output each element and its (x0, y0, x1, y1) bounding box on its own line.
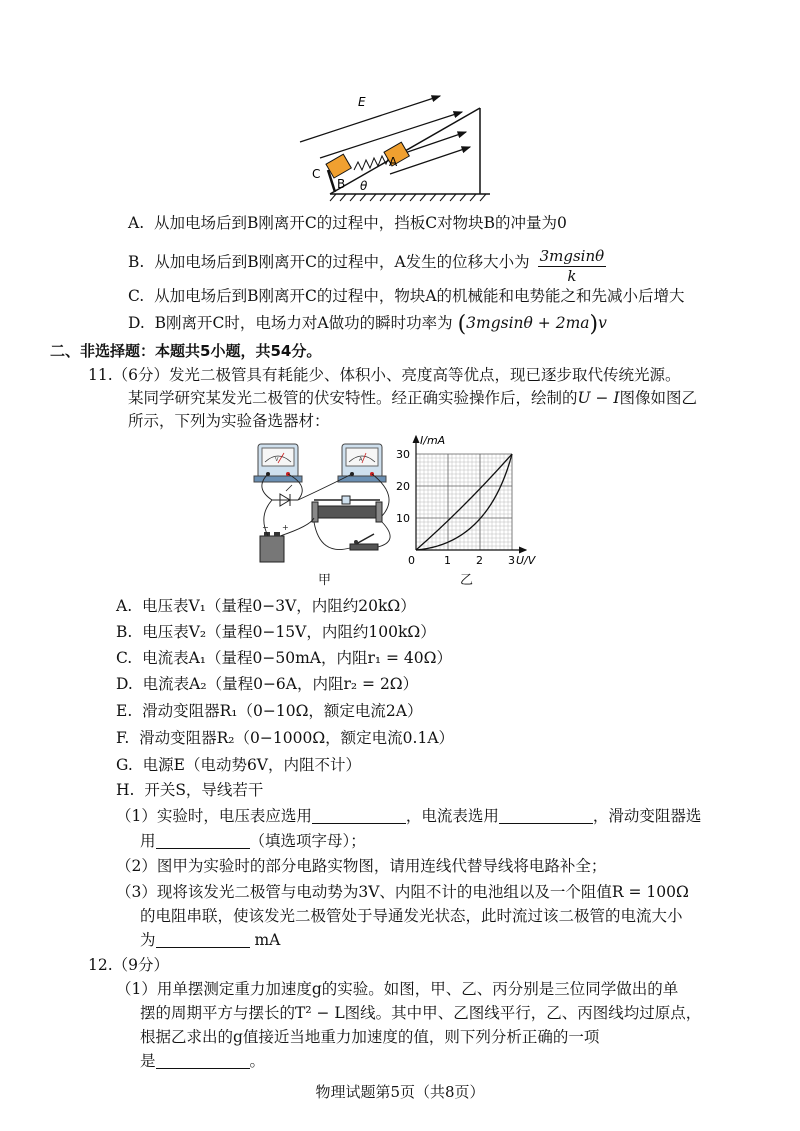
equipment-item-c (116, 647, 452, 669)
page-footer: 物理试题第5页（共8页） (315, 1083, 485, 1101)
intro-text: 某同学研究某发光二极管的伏安特性。经正确实验操作后，绘制的 (128, 389, 578, 407)
figure-label-yi: 乙 (460, 573, 474, 588)
x-tick-3: 3 (508, 554, 515, 567)
sub-text: ，电流表选用 (405, 807, 499, 825)
q12-line-2: 摆的周期平方与摆长的T² − L图线。其中甲、乙图线平行，乙、丙图线均过原点， (140, 1004, 702, 1022)
section-2-title: 二、非选择题：本题共5小题，共54分。 (50, 342, 322, 360)
equipment-item-d (116, 673, 418, 695)
label-a: A (389, 155, 398, 169)
diode-icon (272, 485, 298, 506)
y-tick-10: 10 (396, 512, 410, 525)
label-b: B (337, 177, 346, 191)
label-c: C (312, 167, 321, 181)
item-text: 开关S，导线若干 (144, 781, 264, 799)
q11-sub3-line-2: 的电阻串联，使该发光二极管处于导通发光状态，此时流过该二极管的电流大小 (140, 907, 683, 925)
ui-formula: U − I (577, 389, 620, 407)
answer-blank-q12[interactable] (156, 1052, 250, 1069)
item-letter: A. (116, 597, 133, 615)
equipment-item-a (116, 595, 416, 617)
sub-text: 是 (140, 1052, 156, 1070)
x-tick-0: 0 (408, 554, 415, 567)
sub-text: （1）实验时，电压表应选用 (116, 807, 312, 825)
equipment-item-e (116, 700, 422, 722)
question-score: （6分） (112, 366, 170, 384)
item-letter: F. (116, 729, 130, 747)
sub-text: 为 (140, 931, 156, 949)
q11-sub1-line-2 (140, 830, 366, 852)
voltmeter-icon (254, 444, 302, 482)
sub-text: 。 (249, 1052, 266, 1070)
option-letter: B. (128, 253, 145, 271)
fraction-numerator: 3mgsinθ (539, 247, 605, 265)
q11-sub1-line-1 (116, 805, 701, 827)
ammeter-icon (338, 444, 386, 482)
item-text: 滑动变阻器R₂（0−1000Ω，额定电流0.1A） (139, 729, 455, 747)
option-text: B刚离开C时，电场力对A做功的瞬时功率为 (154, 314, 453, 332)
item-text: 电源E（电动势6V，内阻不计） (142, 756, 361, 774)
answer-blank-rheostat[interactable] (156, 832, 250, 849)
item-text: 滑动变阻器R₁（0−10Ω，额定电流2A） (142, 702, 423, 720)
q12-line-1: （1）用单摆测定重力加速度g的实验。如图，甲、乙、丙分别是三位同学做出的单 (116, 980, 679, 998)
q11-intro-line-1 (88, 364, 681, 386)
item-letter: B. (116, 623, 133, 641)
q10-option-d: D. B刚离开C时，电场力对A做功的瞬时功率为 (3mgsinθ + 2ma)v (128, 312, 607, 337)
figure-label-jia: 甲 (318, 573, 332, 588)
equipment-item-h (116, 779, 263, 801)
battery-icon (260, 523, 289, 562)
power-formula: 3mgsinθ + 2ma (466, 314, 590, 332)
q11-sub3-line-1: （3）现将该发光二极管与电动势为3V、内阻不计的电池组以及一个阻值R = 100Ω (116, 883, 689, 901)
unit-text: mA (254, 931, 281, 949)
item-letter: D. (116, 675, 133, 693)
equipment-item-f (116, 727, 454, 749)
q11-intro-line-3: 所示，下列为实验备选器材： (128, 412, 330, 430)
q11-sub2: （2）图甲为实验时的部分电路实物图，请用连线代替导线将电路补全； (116, 857, 607, 875)
item-letter: H. (116, 781, 135, 799)
x-axis-label: U/V (516, 554, 536, 567)
answer-blank-current[interactable] (156, 931, 250, 948)
question-number: 11. (88, 366, 113, 384)
answer-blank-voltmeter[interactable] (312, 807, 406, 824)
equipment-item-b (116, 621, 436, 643)
circuit-figure (250, 436, 410, 576)
item-text: 电流表A₁（量程0−50mA，内阻r₁ = 40Ω） (142, 649, 453, 667)
fraction (538, 247, 607, 286)
answer-blank-ammeter[interactable] (499, 807, 593, 824)
q12-line-4 (140, 1050, 265, 1072)
y-tick-30: 30 (396, 448, 410, 461)
q11-intro-line-2 (128, 387, 697, 409)
label-e: E (358, 95, 366, 109)
option-text: 从加电场后到B刚离开C的过程中，物块A的机械能和电势能之和先减小后增大 (154, 287, 685, 305)
question-number: 12. (88, 956, 113, 974)
sub-text: （填选项字母）； (249, 832, 366, 850)
svg-text:−: − (262, 523, 269, 532)
option-letter: D. (128, 314, 145, 332)
svg-text:V: V (275, 457, 279, 463)
sub-text: 用 (140, 832, 156, 850)
item-text: 电压表V₁（量程0−3V，内阻约20kΩ） (141, 597, 416, 615)
fraction-denominator: k (567, 267, 577, 285)
q12-header (88, 954, 169, 976)
intro-text: 发光二极管具有耗能少、体积小、亮度高等优点，现已逐步取代传统光源。 (169, 366, 681, 384)
option-text: 从加电场后到B刚离开C的过程中，挡板C对物块B的冲量为0 (153, 214, 567, 232)
power-formula-tail: v (598, 314, 607, 332)
ui-graph (392, 432, 536, 582)
rheostat-icon (312, 496, 382, 522)
q10-option-a (128, 212, 567, 234)
q10-option-c (128, 285, 685, 307)
label-theta: θ (360, 179, 368, 193)
item-letter: C. (116, 649, 133, 667)
q10-option-b (128, 247, 609, 286)
q12-line-3: 根据乙求出的g值接近当地重力加速度的值，则下列分析正确的一项 (140, 1028, 600, 1046)
option-text: 从加电场后到B刚离开C的过程中，A发生的位移大小为 (154, 253, 530, 271)
question-score: （9分） (112, 956, 170, 974)
option-letter: A. (128, 214, 145, 232)
switch-icon (350, 534, 378, 550)
x-tick-2: 2 (476, 554, 483, 567)
option-letter: C. (128, 287, 145, 305)
y-axis-label: I/mA (420, 434, 446, 447)
intro-text: 图像如图乙 (619, 389, 698, 407)
incline-figure (290, 82, 500, 202)
x-tick-1: 1 (444, 554, 451, 567)
item-text: 电流表A₂（量程0−6A，内阻r₂ = 2Ω） (142, 675, 419, 693)
svg-text:+: + (282, 523, 289, 532)
item-text: 电压表V₂（量程0−15V，内阻约100kΩ） (142, 623, 436, 641)
equipment-item-g (116, 754, 361, 776)
sub-text: ，滑动变阻器选 (592, 807, 702, 825)
item-letter: E. (116, 702, 133, 720)
y-tick-20: 20 (396, 480, 410, 493)
item-letter: G. (116, 756, 133, 774)
svg-text:A: A (359, 457, 363, 463)
q11-sub3-line-3 (140, 929, 280, 951)
graph-grid (416, 454, 512, 550)
